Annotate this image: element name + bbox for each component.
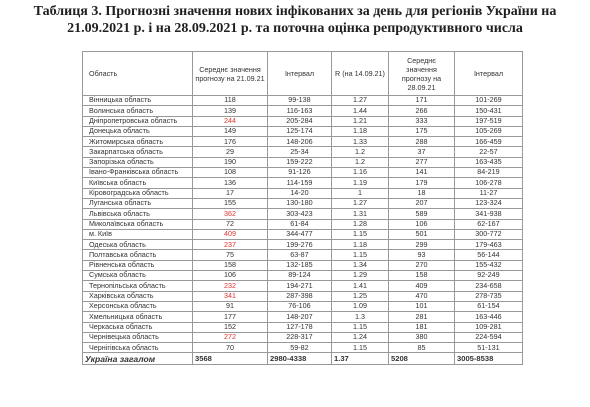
- cell-forecast-28: 181: [389, 322, 455, 332]
- cell-r-value: 1.27: [332, 96, 389, 106]
- cell-interval-28: 51-131: [455, 343, 523, 353]
- table-row: [83, 126, 523, 136]
- table-body: [83, 96, 523, 353]
- cell-forecast-28: 93: [389, 250, 455, 260]
- table-row: [83, 157, 523, 167]
- cell-forecast-21: 139: [193, 106, 268, 116]
- cell-r-value: 1.16: [332, 168, 389, 178]
- table-row: [83, 209, 523, 219]
- table-row: [83, 343, 523, 353]
- cell-interval-28: 166-459: [455, 137, 523, 147]
- cell-interval-21: 344-477: [268, 229, 332, 239]
- cell-forecast-28: 175: [389, 126, 455, 136]
- total-region: Україна загалом: [83, 353, 193, 365]
- cell-interval-28: 155-432: [455, 260, 523, 270]
- cell-r-value: 1.29: [332, 271, 389, 281]
- cell-forecast-21: 155: [193, 198, 268, 208]
- cell-region: Запорізька область: [83, 157, 193, 167]
- cell-forecast-28: 333: [389, 116, 455, 126]
- cell-region: Херсонська область: [83, 301, 193, 311]
- cell-r-value: 1.21: [332, 116, 389, 126]
- cell-region: Рівненська область: [83, 260, 193, 270]
- cell-interval-28: 224-594: [455, 332, 523, 342]
- cell-r-value: 1.41: [332, 281, 389, 291]
- cell-r-value: 1.25: [332, 291, 389, 301]
- cell-r-value: 1.15: [332, 343, 389, 353]
- cell-forecast-28: 299: [389, 240, 455, 250]
- cell-interval-21: 205-284: [268, 116, 332, 126]
- cell-interval-21: 76-106: [268, 301, 332, 311]
- table-row: [83, 198, 523, 208]
- cell-forecast-28: 85: [389, 343, 455, 353]
- cell-region: Івано-Франківська область: [83, 168, 193, 178]
- cell-r-value: 1.24: [332, 332, 389, 342]
- cell-interval-21: 303-423: [268, 209, 332, 219]
- cell-forecast-21: 136: [193, 178, 268, 188]
- cell-forecast-28: 141: [389, 168, 455, 178]
- total-forecast-21: 3568: [193, 353, 268, 365]
- cell-interval-28: 341-938: [455, 209, 523, 219]
- cell-interval-28: 56-144: [455, 250, 523, 260]
- table-row: [83, 219, 523, 229]
- cell-interval-28: 163-435: [455, 157, 523, 167]
- caption-line-2: 21.09.2021 р. і на 28.09.2021 р. та поточна оцінка репродуктивного числа: [67, 21, 523, 36]
- cell-r-value: 1.2: [332, 147, 389, 157]
- table-caption: [0, 0, 590, 44]
- cell-interval-28: 101-269: [455, 96, 523, 106]
- cell-interval-21: 127-178: [268, 322, 332, 332]
- cell-forecast-28: 179: [389, 178, 455, 188]
- cell-forecast-28: 409: [389, 281, 455, 291]
- cell-r-value: 1.27: [332, 198, 389, 208]
- cell-forecast-28: 589: [389, 209, 455, 219]
- cell-forecast-28: 37: [389, 147, 455, 157]
- cell-forecast-21: 362: [193, 209, 268, 219]
- cell-region: Сумська область: [83, 271, 193, 281]
- cell-region: м. Київ: [83, 229, 193, 239]
- cell-region: Черкаська область: [83, 322, 193, 332]
- cell-interval-28: 278-735: [455, 291, 523, 301]
- cell-r-value: 1.2: [332, 157, 389, 167]
- cell-interval-21: 194-271: [268, 281, 332, 291]
- cell-r-value: 1.18: [332, 126, 389, 136]
- table-row: [83, 106, 523, 116]
- cell-region: Закарпатська область: [83, 147, 193, 157]
- cell-r-value: 1.33: [332, 137, 389, 147]
- cell-interval-21: 59-82: [268, 343, 332, 353]
- cell-region: Тернопільська область: [83, 281, 193, 291]
- cell-interval-28: 11-27: [455, 188, 523, 198]
- table-row: [83, 240, 523, 250]
- cell-region: Полтавська область: [83, 250, 193, 260]
- cell-interval-28: 179-463: [455, 240, 523, 250]
- cell-interval-21: 116-163: [268, 106, 332, 116]
- cell-r-value: 1.44: [332, 106, 389, 116]
- cell-region: Чернівецька область: [83, 332, 193, 342]
- cell-forecast-21: 341: [193, 291, 268, 301]
- cell-interval-21: 199-276: [268, 240, 332, 250]
- cell-interval-21: 114-159: [268, 178, 332, 188]
- cell-forecast-28: 106: [389, 219, 455, 229]
- cell-forecast-21: 244: [193, 116, 268, 126]
- cell-r-value: 1.19: [332, 178, 389, 188]
- cell-forecast-21: 91: [193, 301, 268, 311]
- cell-forecast-28: 288: [389, 137, 455, 147]
- cell-region: Дніпропетровська область: [83, 116, 193, 126]
- cell-interval-28: 62-167: [455, 219, 523, 229]
- cell-r-value: 1.18: [332, 240, 389, 250]
- cell-forecast-28: 501: [389, 229, 455, 239]
- cell-forecast-28: 207: [389, 198, 455, 208]
- cell-interval-28: 123-324: [455, 198, 523, 208]
- table-row: [83, 260, 523, 270]
- cell-interval-21: 61-84: [268, 219, 332, 229]
- cell-region: Одеська область: [83, 240, 193, 250]
- table-row: [83, 188, 523, 198]
- cell-r-value: 1.09: [332, 301, 389, 311]
- table-row: [83, 229, 523, 239]
- table-row: [83, 147, 523, 157]
- total-interval-28: 3005-8538: [455, 353, 523, 365]
- cell-interval-21: 159-222: [268, 157, 332, 167]
- table-row: [83, 291, 523, 301]
- cell-forecast-28: 266: [389, 106, 455, 116]
- cell-interval-28: 61-154: [455, 301, 523, 311]
- cell-region: Донецька область: [83, 126, 193, 136]
- cell-r-value: 1.15: [332, 250, 389, 260]
- cell-forecast-28: 380: [389, 332, 455, 342]
- table-header-row: [83, 52, 523, 96]
- cell-region: Житомирська область: [83, 137, 193, 147]
- cell-interval-28: 84-219: [455, 168, 523, 178]
- cell-forecast-21: 108: [193, 168, 268, 178]
- cell-forecast-21: 17: [193, 188, 268, 198]
- cell-interval-21: 132-185: [268, 260, 332, 270]
- cell-region: Хмельницька область: [83, 312, 193, 322]
- forecast-table-container: [82, 51, 522, 365]
- table-row: [83, 301, 523, 311]
- cell-forecast-28: 281: [389, 312, 455, 322]
- cell-forecast-21: 177: [193, 312, 268, 322]
- cell-region: Вінницька область: [83, 96, 193, 106]
- cell-interval-21: 228-317: [268, 332, 332, 342]
- cell-r-value: 1: [332, 188, 389, 198]
- cell-forecast-21: 158: [193, 260, 268, 270]
- table-row: [83, 168, 523, 178]
- header-interval-28: Інтервал: [455, 52, 523, 96]
- cell-interval-21: 63-87: [268, 250, 332, 260]
- cell-region: Кіровоградська область: [83, 188, 193, 198]
- cell-forecast-28: 18: [389, 188, 455, 198]
- cell-interval-28: 197-519: [455, 116, 523, 126]
- cell-forecast-21: 106: [193, 271, 268, 281]
- cell-forecast-28: 270: [389, 260, 455, 270]
- cell-forecast-28: 277: [389, 157, 455, 167]
- table-row: [83, 332, 523, 342]
- cell-interval-28: 22-57: [455, 147, 523, 157]
- cell-forecast-21: 29: [193, 147, 268, 157]
- header-region: Область: [83, 52, 193, 96]
- header-forecast-21: Середнє значення прогнозу на 21.09.21: [193, 52, 268, 96]
- cell-forecast-21: 75: [193, 250, 268, 260]
- cell-interval-21: 99-138: [268, 96, 332, 106]
- cell-forecast-21: 237: [193, 240, 268, 250]
- cell-forecast-21: 70: [193, 343, 268, 353]
- cell-interval-28: 109-281: [455, 322, 523, 332]
- cell-region: Харківська область: [83, 291, 193, 301]
- cell-interval-28: 150-431: [455, 106, 523, 116]
- cell-r-value: 1.3: [332, 312, 389, 322]
- cell-region: Луганська область: [83, 198, 193, 208]
- cell-r-value: 1.15: [332, 229, 389, 239]
- table-row: [83, 178, 523, 188]
- table-row: [83, 281, 523, 291]
- table-row: [83, 116, 523, 126]
- total-forecast-28: 5208: [389, 353, 455, 365]
- cell-interval-21: 91-126: [268, 168, 332, 178]
- cell-r-value: 1.28: [332, 219, 389, 229]
- table-row: [83, 96, 523, 106]
- cell-forecast-21: 190: [193, 157, 268, 167]
- cell-interval-28: 300-772: [455, 229, 523, 239]
- cell-interval-28: 163-446: [455, 312, 523, 322]
- total-r-value: 1.37: [332, 353, 389, 365]
- header-r-value: R (на 14.09.21): [332, 52, 389, 96]
- cell-forecast-21: 176: [193, 137, 268, 147]
- cell-region: Миколаївська область: [83, 219, 193, 229]
- cell-forecast-21: 232: [193, 281, 268, 291]
- table-total-row: [83, 353, 523, 365]
- cell-interval-28: 234-658: [455, 281, 523, 291]
- cell-interval-28: 106-278: [455, 178, 523, 188]
- cell-interval-21: 125-174: [268, 126, 332, 136]
- cell-interval-21: 148-206: [268, 137, 332, 147]
- cell-forecast-28: 158: [389, 271, 455, 281]
- cell-r-value: 1.15: [332, 322, 389, 332]
- cell-region: Волинська область: [83, 106, 193, 116]
- cell-forecast-21: 152: [193, 322, 268, 332]
- table-row: [83, 322, 523, 332]
- cell-interval-28: 92-249: [455, 271, 523, 281]
- cell-forecast-28: 171: [389, 96, 455, 106]
- cell-r-value: 1.34: [332, 260, 389, 270]
- cell-interval-21: 130-180: [268, 198, 332, 208]
- table-row: [83, 271, 523, 281]
- cell-interval-21: 89-124: [268, 271, 332, 281]
- forecast-table: [82, 51, 523, 365]
- cell-r-value: 1.31: [332, 209, 389, 219]
- caption-line-1: Таблиця 3. Прогнозні значення нових інфікованих за день для регіонів України на: [33, 4, 557, 19]
- cell-forecast-28: 101: [389, 301, 455, 311]
- cell-forecast-21: 72: [193, 219, 268, 229]
- table-row: [83, 250, 523, 260]
- cell-region: Львівська область: [83, 209, 193, 219]
- cell-forecast-21: 118: [193, 96, 268, 106]
- table-row: [83, 137, 523, 147]
- cell-interval-21: 25-34: [268, 147, 332, 157]
- cell-interval-21: 287-398: [268, 291, 332, 301]
- cell-forecast-21: 149: [193, 126, 268, 136]
- cell-forecast-28: 470: [389, 291, 455, 301]
- cell-interval-21: 14-20: [268, 188, 332, 198]
- cell-interval-28: 105-269: [455, 126, 523, 136]
- header-interval-21: Інтервал: [268, 52, 332, 96]
- header-forecast-28: Середнє значення прогнозу на 28.09.21: [389, 52, 455, 96]
- cell-interval-21: 148-207: [268, 312, 332, 322]
- cell-forecast-21: 409: [193, 229, 268, 239]
- table-row: [83, 312, 523, 322]
- cell-forecast-21: 272: [193, 332, 268, 342]
- cell-region: Чернігівська область: [83, 343, 193, 353]
- cell-region: Київська область: [83, 178, 193, 188]
- total-interval-21: 2980-4338: [268, 353, 332, 365]
